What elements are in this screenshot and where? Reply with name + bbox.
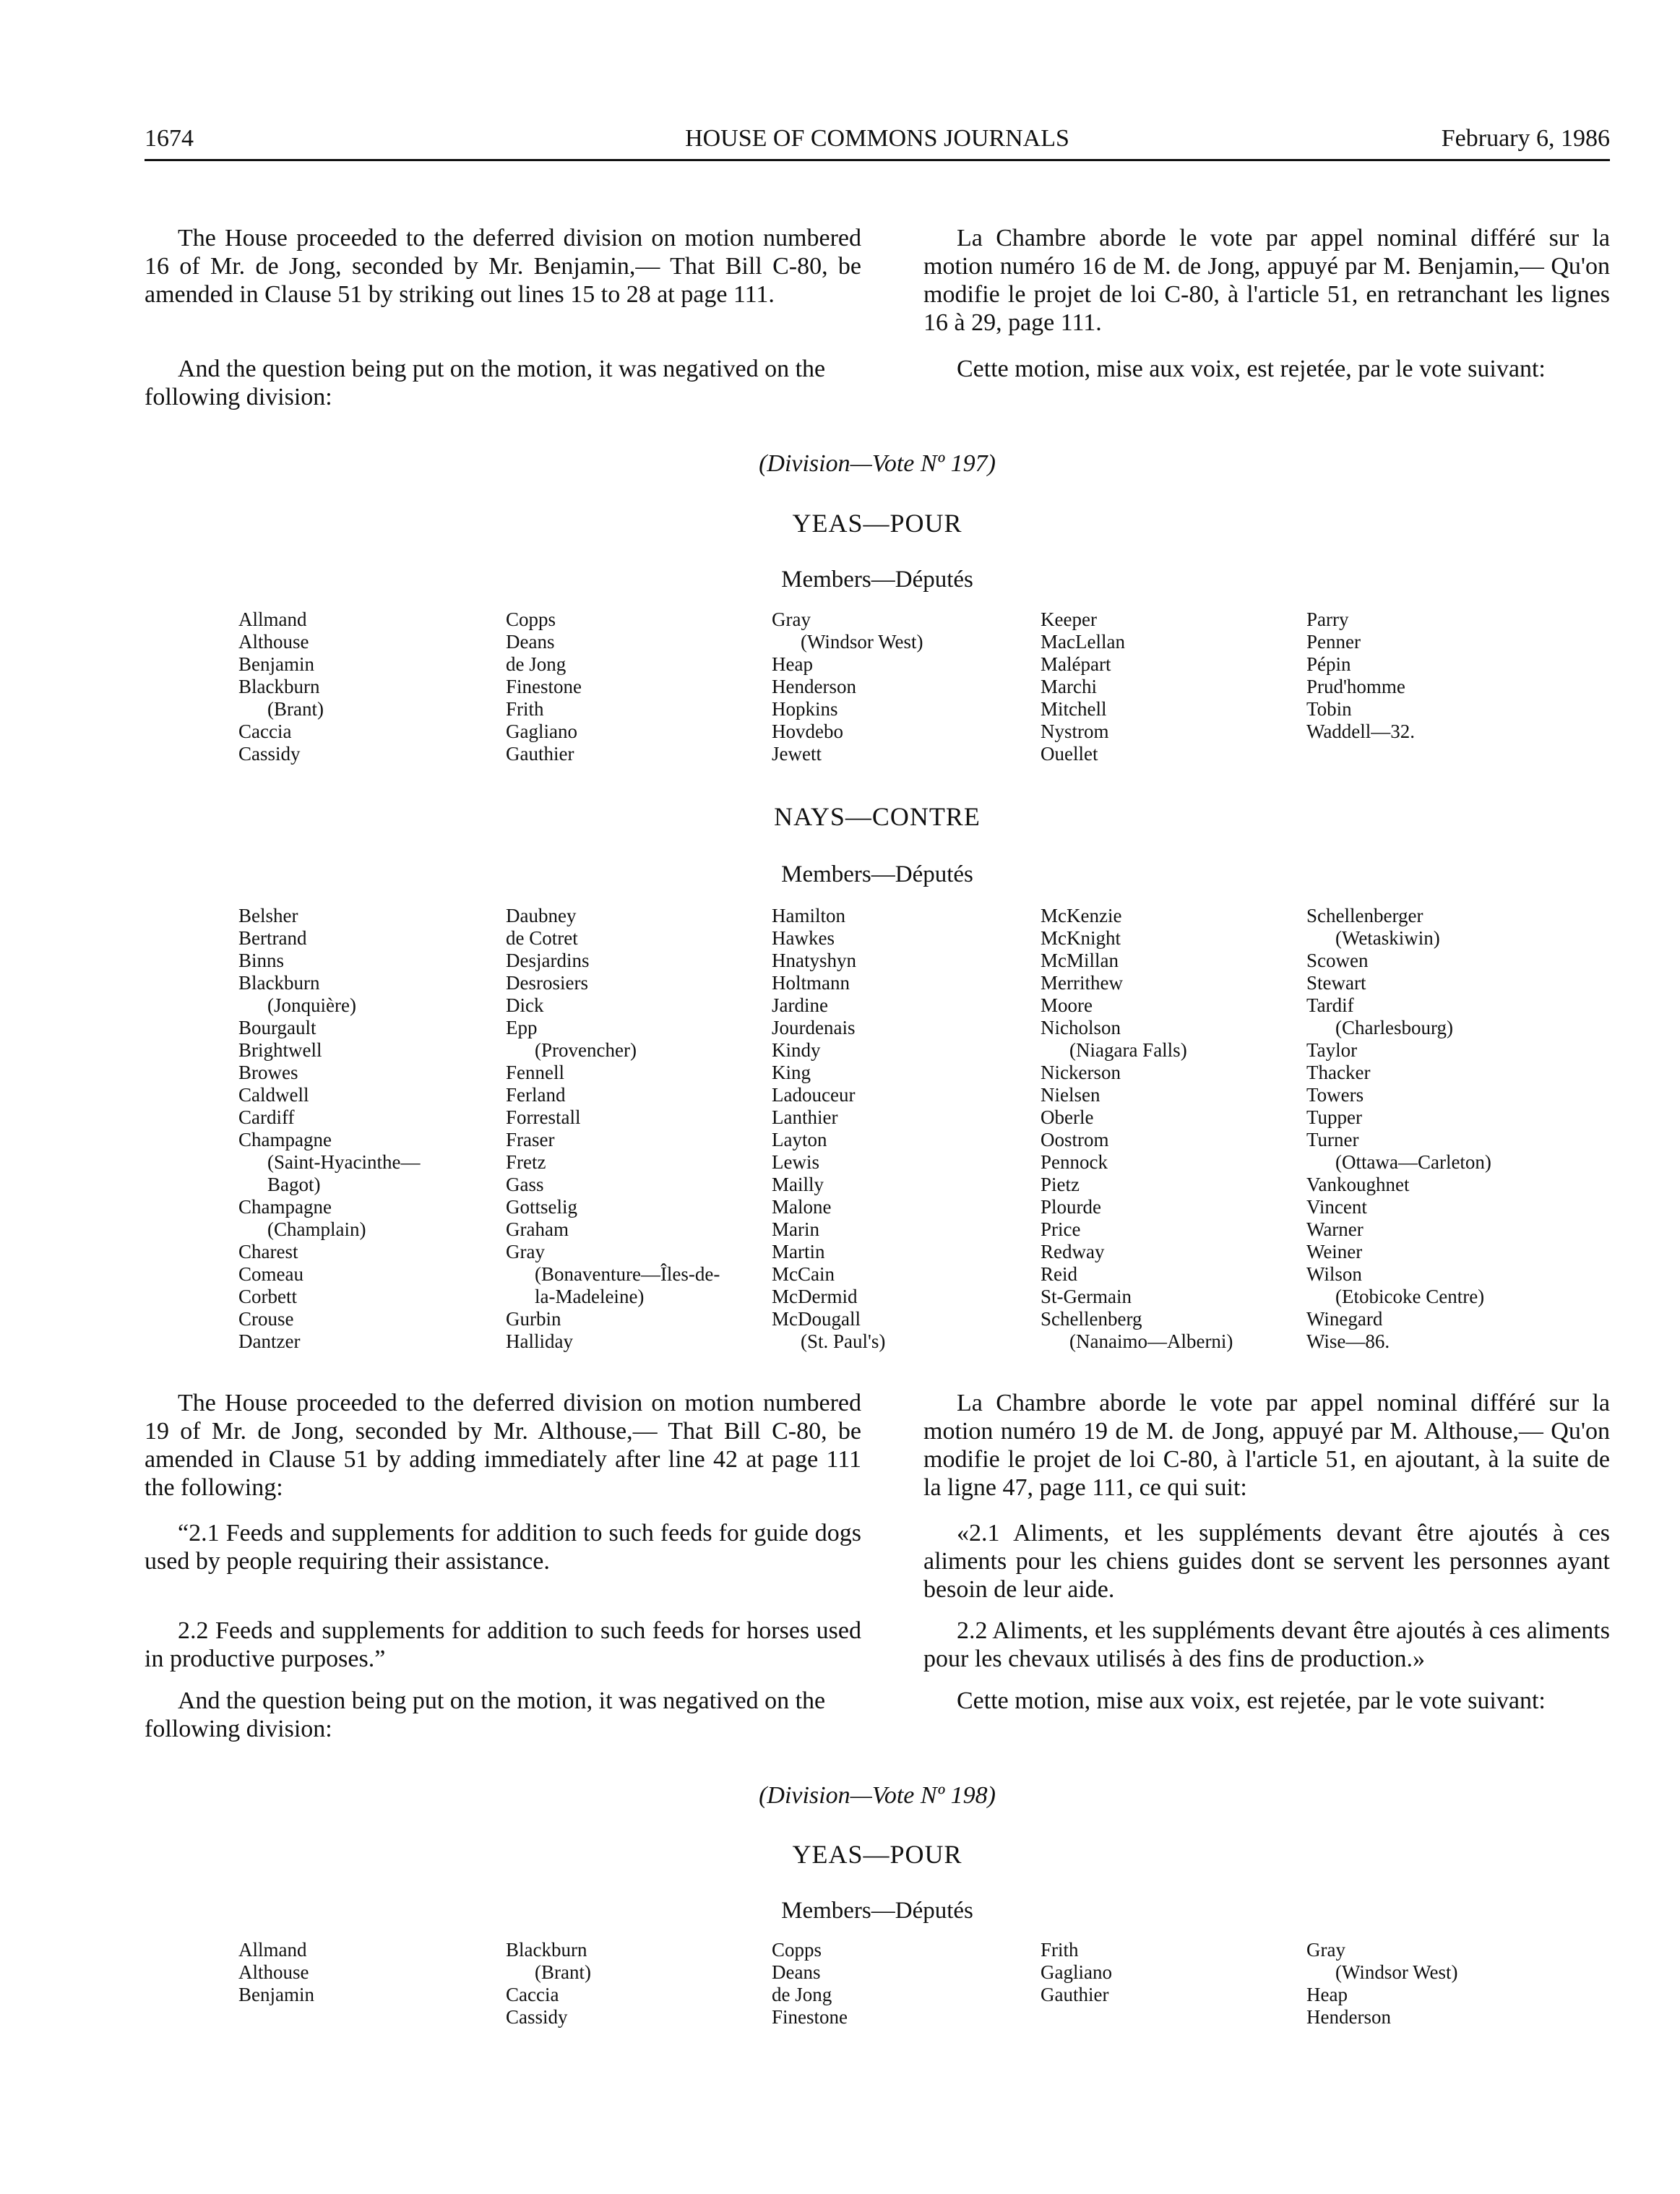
member-name: Bourgault — [238, 1017, 316, 1038]
member-name: de Jong — [772, 1984, 832, 2005]
member-name: Frith — [506, 698, 544, 720]
member-name: Gray — [506, 1241, 545, 1262]
member-name: Waddell—32. — [1306, 720, 1416, 742]
member-name: Malone — [772, 1196, 832, 1218]
member-name: Malépart — [1041, 653, 1111, 675]
member-name: Tardif — [1306, 994, 1354, 1016]
member-name: Mitchell — [1041, 698, 1107, 720]
motion2-text-fr: La Chambre aborde le vote par appel nominal différé sur la motion numéro 19 de M. de Jong, appuyé par M. Althouse,— Qu'on modifie le projet de loi C-80, à l'article 51, en ajoutant, à la suite de la ligne 47, page 111, ce qui suit: — [923, 1390, 1610, 1501]
motion2-quote1-en: “2.1 Feeds and supplements for addition to such feeds for guide dogs used by people requiring their assistance. — [145, 1520, 861, 1575]
member-column — [772, 1939, 848, 2029]
motion1-question-en: And the question being put on the motion, it was negatived on the following division: — [145, 356, 826, 410]
member-name: Hovdebo — [772, 720, 843, 742]
member-name: Allmand — [238, 1939, 307, 1961]
member-name: Towers — [1306, 1084, 1364, 1106]
member-name: (Ottawa—Carleton) — [1335, 1151, 1491, 1173]
member-name: Caccia — [506, 1984, 559, 2005]
member-name: Gagliano — [1041, 1961, 1112, 1983]
member-name: Finestone — [506, 676, 582, 697]
member-name: Althouse — [238, 631, 309, 653]
member-name: Daubney — [506, 905, 577, 926]
member-name: Gurbin — [506, 1308, 561, 1330]
member-name: Thacker — [1306, 1062, 1371, 1083]
member-name: (Brant) — [267, 698, 324, 720]
member-name: Dantzer — [238, 1330, 301, 1352]
member-column — [1041, 1939, 1112, 2006]
member-name: Merrithew — [1041, 972, 1123, 994]
member-name: Turner — [1306, 1129, 1359, 1150]
member-name: Schellenberger — [1306, 905, 1423, 926]
member-name: Deans — [506, 631, 555, 653]
member-name: (Windsor West) — [801, 631, 923, 653]
member-name: Gray — [1306, 1939, 1345, 1961]
member-name: Blackburn — [506, 1939, 587, 1961]
member-name: Graham — [506, 1218, 569, 1240]
member-name: Jewett — [772, 743, 822, 765]
member-name: Jardine — [772, 994, 828, 1016]
member-name: Comeau — [238, 1263, 303, 1285]
member-name: Gauthier — [1041, 1984, 1109, 2005]
motion2-quote2-en: 2.2 Feeds and supplements for addition to such feeds for horses used in productive purposes.” — [145, 1617, 861, 1672]
member-name: Frith — [1041, 1939, 1079, 1961]
member-name: Nicholson — [1041, 1017, 1121, 1038]
member-name: Heap — [1306, 1984, 1348, 2005]
journal-title: HOUSE OF COMMONS JOURNALS — [685, 125, 1069, 152]
member-name: Epp — [506, 1017, 538, 1038]
member-name: Redway — [1041, 1241, 1105, 1262]
member-name: (Niagara Falls) — [1069, 1039, 1187, 1061]
member-name: Lewis — [772, 1151, 819, 1173]
member-name: Weiner — [1306, 1241, 1363, 1262]
member-name: Fraser — [506, 1129, 555, 1150]
member-name: Hamilton — [772, 905, 845, 926]
member-name: Henderson — [772, 676, 856, 697]
member-name: Mailly — [772, 1174, 824, 1195]
member-name: (St. Paul's) — [801, 1330, 886, 1352]
vote197-nays-members-heading: Members—Députés — [781, 861, 973, 887]
member-column — [506, 608, 582, 765]
member-name: Reid — [1041, 1263, 1077, 1285]
member-name: Stewart — [1306, 972, 1366, 994]
motion2-quote1-fr: «2.1 Aliments, et les suppléments devant être ajoutés à ces aliments pour les chiens guides dont se servent les personnes ayant besoin de leur aide. — [923, 1520, 1610, 1603]
member-name: Hawkes — [772, 927, 835, 949]
member-name: (Etobicoke Centre) — [1335, 1286, 1485, 1307]
member-name: Copps — [506, 608, 556, 630]
member-name: Charest — [238, 1241, 298, 1262]
member-name: Finestone — [772, 2006, 848, 2028]
member-name: Nickerson — [1041, 1062, 1121, 1083]
member-name: (Provencher) — [535, 1039, 637, 1061]
member-column — [1041, 905, 1233, 1353]
member-name: Fretz — [506, 1151, 546, 1173]
vote198-yeas-members-heading: Members—Députés — [781, 1898, 973, 1924]
member-name: Gagliano — [506, 720, 577, 742]
member-name: Dick — [506, 994, 544, 1016]
page-number: 1674 — [145, 125, 194, 152]
motion2-question-en: And the question being put on the motion, it was negatived on the following division: — [145, 1687, 826, 1742]
member-name: Forrestall — [506, 1106, 581, 1128]
member-name: Benjamin — [238, 1984, 314, 2005]
vote197-yeas-members-heading: Members—Députés — [781, 567, 973, 593]
member-name: Penner — [1306, 631, 1361, 653]
member-name: Fennell — [506, 1062, 564, 1083]
member-name: de Jong — [506, 653, 567, 675]
member-name: Deans — [772, 1961, 821, 1983]
member-column — [1306, 1939, 1457, 2029]
vote198-yeas-heading: YEAS—POUR — [792, 1840, 962, 1869]
member-name: Brightwell — [238, 1039, 322, 1061]
member-name: Copps — [772, 1939, 822, 1961]
member-name: Binns — [238, 950, 285, 971]
member-name: Warner — [1306, 1218, 1364, 1240]
member-column — [238, 608, 324, 765]
member-name: Benjamin — [238, 653, 314, 675]
member-name: Keeper — [1041, 608, 1097, 630]
member-name: Pietz — [1041, 1174, 1080, 1195]
member-name: Bagot) — [267, 1174, 321, 1195]
member-name: Marin — [772, 1218, 819, 1240]
vote198-division-title: (Division—Vote Nº 198) — [759, 1782, 996, 1809]
member-name: Oberle — [1041, 1106, 1094, 1128]
vote197-division-title: (Division—Vote Nº 197) — [759, 450, 996, 477]
member-name: Heap — [772, 653, 813, 675]
member-name: de Cotret — [506, 927, 578, 949]
member-name: Cardiff — [238, 1106, 295, 1128]
member-name: Champagne — [238, 1129, 332, 1150]
member-name: Althouse — [238, 1961, 309, 1983]
member-name: Blackburn — [238, 676, 320, 697]
journal-date: February 6, 1986 — [1441, 125, 1610, 152]
member-name: (Jonquière) — [267, 994, 356, 1016]
motion2-quote2-fr: 2.2 Aliments, et les suppléments devant être ajoutés à ces aliments pour les chevaux utilisés à des fins de production.» — [923, 1617, 1610, 1672]
member-name: Desjardins — [506, 950, 590, 971]
member-name: Hopkins — [772, 698, 838, 720]
motion1-text-fr: La Chambre aborde le vote par appel nominal différé sur la motion numéro 16 de M. de Jong, appuyé par M. Benjamin,— Qu'on modifie le projet de loi C-80, à l'article 51, en retranchant les lignes 16 à 29, page 111. — [923, 225, 1610, 336]
member-column — [772, 608, 923, 765]
member-name: McDougall — [772, 1308, 861, 1330]
member-name: Plourde — [1041, 1196, 1101, 1218]
member-name: St-Germain — [1041, 1286, 1132, 1307]
member-name: Bertrand — [238, 927, 307, 949]
member-column — [1306, 608, 1415, 743]
motion1-text-en: The House proceeded to the deferred division on motion numbered 16 of Mr. de Jong, seconded by Mr. Benjamin,— That Bill C-80, be amended in Clause 51 by striking out lines 15 to 28 at page 111. — [145, 225, 861, 308]
vote197-yeas-heading: YEAS—POUR — [792, 509, 962, 538]
member-name: Cassidy — [238, 743, 301, 765]
member-name: Layton — [772, 1129, 827, 1150]
member-column — [1306, 905, 1491, 1353]
member-name: Taylor — [1306, 1039, 1358, 1061]
member-name: Kindy — [772, 1039, 821, 1061]
member-name: King — [772, 1062, 811, 1083]
member-name: Price — [1041, 1218, 1081, 1240]
member-name: la-Madeleine) — [535, 1286, 645, 1307]
member-column — [772, 905, 885, 1353]
member-name: Caccia — [238, 720, 292, 742]
member-name: Crouse — [238, 1308, 294, 1330]
member-name: Winegard — [1306, 1308, 1383, 1330]
member-name: Pennock — [1041, 1151, 1108, 1173]
member-name: (Champlain) — [267, 1218, 366, 1240]
member-name: Gass — [506, 1174, 544, 1195]
member-name: Desrosiers — [506, 972, 588, 994]
member-name: Wilson — [1306, 1263, 1362, 1285]
member-column — [506, 905, 720, 1353]
member-name: Lanthier — [772, 1106, 838, 1128]
page-header — [145, 124, 1610, 161]
member-name: Hnatyshyn — [772, 950, 856, 971]
member-name: Prud'homme — [1306, 676, 1405, 697]
member-name: Gray — [772, 608, 811, 630]
member-column — [238, 905, 420, 1353]
motion1-question-fr: Cette motion, mise aux voix, est rejetée, par le vote suivant: — [957, 356, 1546, 382]
member-name: Pépin — [1306, 653, 1351, 675]
member-name: Cassidy — [506, 2006, 568, 2028]
member-name: Schellenberg — [1041, 1308, 1142, 1330]
member-name: Jourdenais — [772, 1017, 856, 1038]
member-name: Ladouceur — [772, 1084, 856, 1106]
vote197-nays-heading: NAYS—CONTRE — [774, 802, 981, 831]
member-name: (Charlesbourg) — [1335, 1017, 1453, 1038]
member-name: (Nanaimo—Alberni) — [1069, 1330, 1233, 1352]
member-name: Moore — [1041, 994, 1093, 1016]
member-name: MacLellan — [1041, 631, 1125, 653]
member-name: McKenzie — [1041, 905, 1122, 926]
member-name: Nielsen — [1041, 1084, 1100, 1106]
member-name: Holtmann — [772, 972, 850, 994]
member-name: Parry — [1306, 608, 1349, 630]
member-name: Vincent — [1306, 1196, 1367, 1218]
member-name: Gottselig — [506, 1196, 577, 1218]
member-name: McDermid — [772, 1286, 858, 1307]
member-name: (Wetaskiwin) — [1335, 927, 1440, 949]
member-name: Wise—86. — [1306, 1330, 1390, 1352]
member-name: Marchi — [1041, 676, 1097, 697]
member-name: Browes — [238, 1062, 298, 1083]
motion2-question-fr: Cette motion, mise aux voix, est rejetée, par le vote suivant: — [957, 1687, 1546, 1714]
member-name: Ferland — [506, 1084, 566, 1106]
member-name: Tupper — [1306, 1106, 1363, 1128]
member-name: Henderson — [1306, 2006, 1391, 2028]
member-name: Tobin — [1306, 698, 1352, 720]
member-name: McMillan — [1041, 950, 1119, 971]
member-name: (Saint-Hyacinthe— — [267, 1151, 421, 1173]
member-name: Blackburn — [238, 972, 320, 994]
member-name: Belsher — [238, 905, 298, 926]
member-name: Vankoughnet — [1306, 1174, 1410, 1195]
member-name: Halliday — [506, 1330, 573, 1352]
member-column — [238, 1939, 314, 2006]
motion2-text-en: The House proceeded to the deferred division on motion numbered 19 of Mr. de Jong, seconded by Mr. Althouse,— That Bill C-80, be amended in Clause 51 by adding immediately after line 42 at page 111 the following: — [145, 1390, 861, 1501]
member-name: (Bonaventure—Îles-de- — [535, 1263, 720, 1285]
member-name: (Brant) — [535, 1961, 591, 1983]
member-name: Oostrom — [1041, 1129, 1109, 1150]
member-name: Nystrom — [1041, 720, 1109, 742]
member-name: (Windsor West) — [1335, 1961, 1458, 1983]
member-column — [1041, 608, 1125, 765]
member-name: Gauthier — [506, 743, 574, 765]
member-name: Ouellet — [1041, 743, 1098, 765]
member-name: Caldwell — [238, 1084, 309, 1106]
member-column — [506, 1939, 591, 2029]
member-name: Champagne — [238, 1196, 332, 1218]
member-name: Allmand — [238, 608, 307, 630]
member-name: Scowen — [1306, 950, 1369, 971]
member-name: Martin — [772, 1241, 825, 1262]
member-name: McCain — [772, 1263, 835, 1285]
member-name: Corbett — [238, 1286, 297, 1307]
member-name: McKnight — [1041, 927, 1121, 949]
